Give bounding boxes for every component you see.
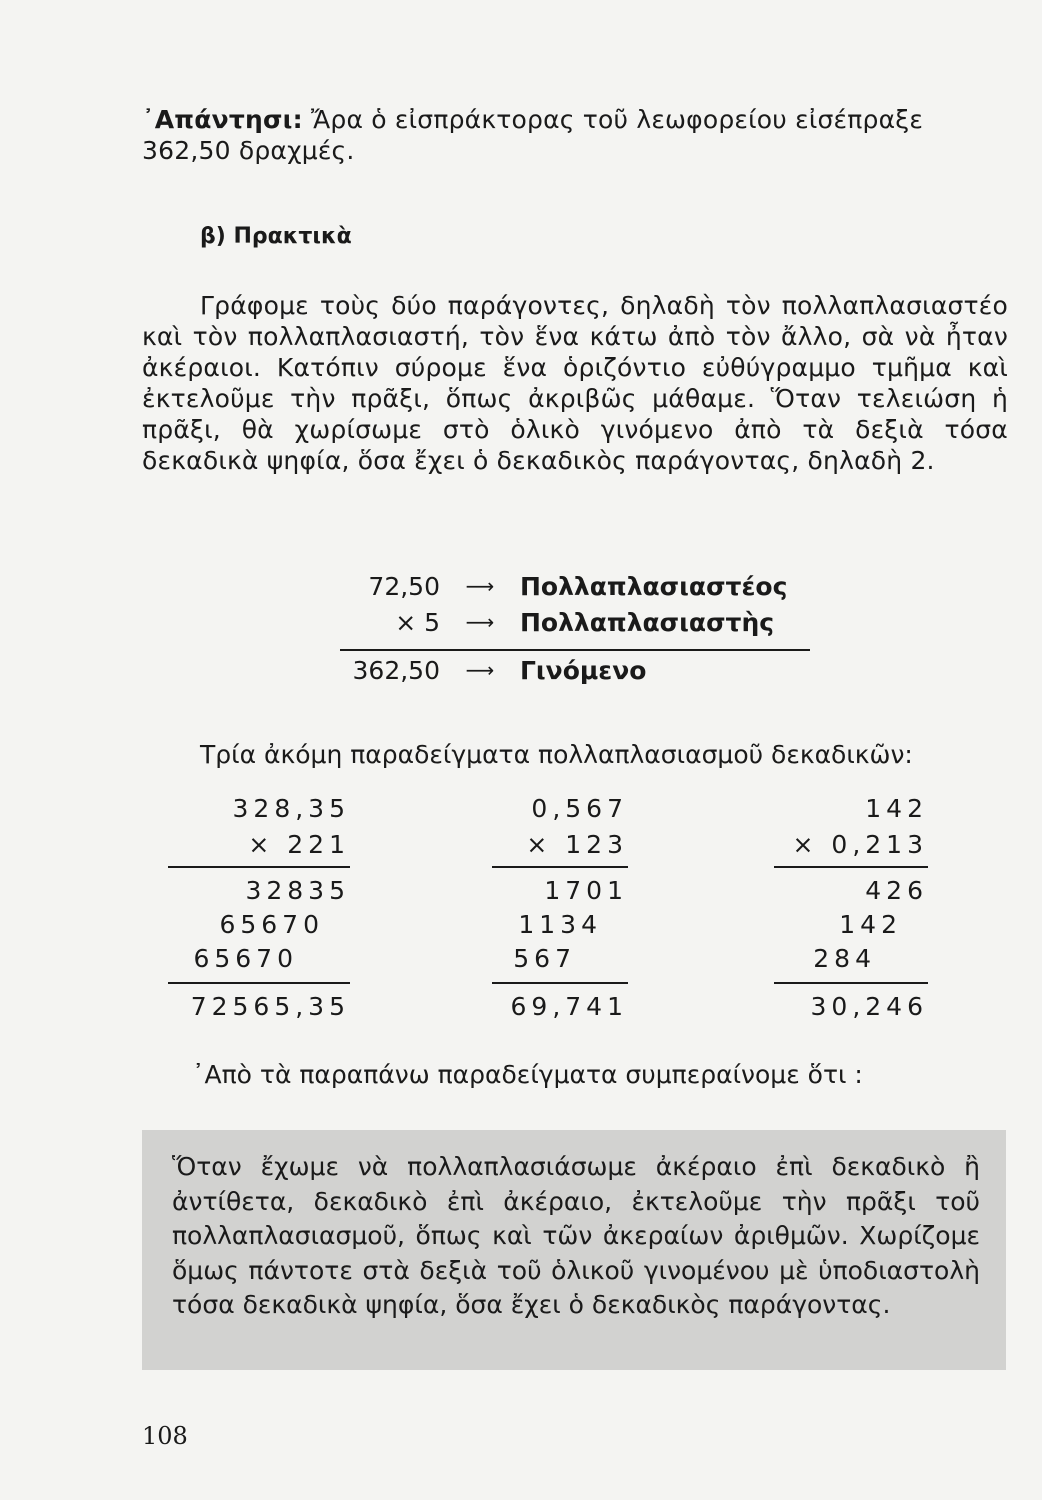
multiplier-row bbox=[340, 606, 774, 638]
multiplication-rule-line bbox=[340, 649, 810, 651]
example-multiplicand: 328,35 bbox=[232, 794, 350, 823]
example-partial: 32835 bbox=[245, 876, 350, 905]
example-partial: 1134 bbox=[518, 910, 602, 939]
page-number: 108 bbox=[142, 1422, 188, 1450]
example-product: 30,246 bbox=[810, 992, 928, 1021]
answer-text: Ἄρα ὁ εἰσπράκτορας τοῦ λεωφορείου εἰσέπραξε 362,50 δραχμές. bbox=[142, 105, 924, 165]
example-partial: 65670 bbox=[219, 910, 324, 939]
example-product: 69,741 bbox=[510, 992, 628, 1021]
product-label: Γινόμενο bbox=[520, 655, 647, 685]
practical-paragraph: Γράφομε τοὺς δύο παράγοντες, δηλαδὴ τὸν πολλαπλασιαστέο καὶ τὸν πολλαπλασιαστή, τὸν ἕνα κάτω ἀπὸ τὸν ἄλλο, σὰ νὰ ἦταν ἀκέραιοι. Κατόπιν σύρομε ἕνα ὁριζόντιο εὐθύγραμμο τμῆμα καὶ ἐκτελοῦμε τὴν πρᾶξι, ὅπως ἀκριβῶς μάθαμε. Ὅταν τελειώση ἡ πρᾶξι, θὰ χωρίσωμε στὸ ὁλικὸ γινόμενο ἀπὸ τὰ δεξιὰ τόσα δεκαδικὰ ψηφία, ὅσα ἔχει ὁ δεκαδικὸς παράγοντας, δηλαδὴ 2. bbox=[142, 291, 1008, 475]
rule-text: Ὅταν ἔχωμε νὰ πολλαπλασιάσωμε ἀκέραιο ἐπὶ δεκαδικὸ ἢ ἀντίθετα, δεκαδικὸ ἐπὶ ἀκέραιο, ἐκτελοῦμε τὴν πρᾶξι τοῦ πολλαπλασιασμοῦ, ὅπως καὶ τῶν ἀκεραίων ἀριθμῶν. Χωρίζομε ὅμως πάντοτε στὰ δεξιὰ τοῦ ὁλικοῦ γινομένου μὲ ὑποδιαστολὴ τόσα δεκαδικὰ ψηφία, ὅσα ἔχει ὁ δεκαδικὸς παράγοντας. bbox=[172, 1152, 980, 1319]
example-rule-line bbox=[168, 982, 350, 984]
main-multiplication bbox=[340, 570, 860, 690]
example-rule-line bbox=[168, 866, 350, 868]
example-rule-line bbox=[492, 982, 628, 984]
conclusion-text: ᾿Απὸ τὰ παραπάνω παραδείγματα συμπεραίνομε ὅτι : bbox=[192, 1060, 863, 1089]
rule-box bbox=[142, 1130, 1006, 1370]
arrow-icon: ⟶ bbox=[465, 610, 495, 634]
example-rule-line bbox=[774, 982, 928, 984]
multiplicand-value: 72,50 bbox=[368, 571, 440, 601]
example-product: 72565,35 bbox=[190, 992, 350, 1021]
multiplicand-label: Πολλαπλασιαστέος bbox=[520, 571, 788, 601]
section-heading: β) Πρακτικὰ bbox=[200, 224, 352, 249]
example-partial: 426 bbox=[865, 876, 928, 905]
answer-label: ᾿Απάντησι: bbox=[142, 105, 303, 134]
examples-intro: Τρία ἀκόμη παραδείγματα πολλαπλασιασμοῦ δεκαδικῶν: bbox=[200, 740, 913, 769]
example-partial: 142 bbox=[839, 910, 902, 939]
example-partial: 567 bbox=[513, 944, 576, 973]
example-multiplier: × 0,213 bbox=[792, 830, 928, 859]
arrow-icon: ⟶ bbox=[465, 574, 495, 598]
example-partial: 1701 bbox=[544, 876, 628, 905]
multiplicand-row bbox=[340, 570, 787, 602]
product-value: 362,50 bbox=[352, 655, 440, 685]
answer-paragraph bbox=[142, 104, 1014, 166]
example-multiplier: × 221 bbox=[248, 830, 350, 859]
example-multiplication-1 bbox=[160, 792, 350, 1032]
example-multiplication-3 bbox=[768, 792, 928, 1032]
example-partial: 284 bbox=[813, 944, 876, 973]
multiplier-value: × 5 bbox=[395, 607, 440, 637]
example-partial: 65670 bbox=[193, 944, 298, 973]
example-multiplier: × 123 bbox=[526, 830, 628, 859]
example-rule-line bbox=[492, 866, 628, 868]
example-rule-line bbox=[774, 866, 928, 868]
product-row bbox=[340, 654, 646, 686]
example-multiplicand: 0,567 bbox=[531, 794, 628, 823]
arrow-icon: ⟶ bbox=[465, 658, 495, 682]
example-multiplication-2 bbox=[488, 792, 628, 1032]
example-multiplicand: 142 bbox=[865, 794, 928, 823]
multiplier-label: Πολλαπλασιαστὴς bbox=[520, 607, 775, 637]
